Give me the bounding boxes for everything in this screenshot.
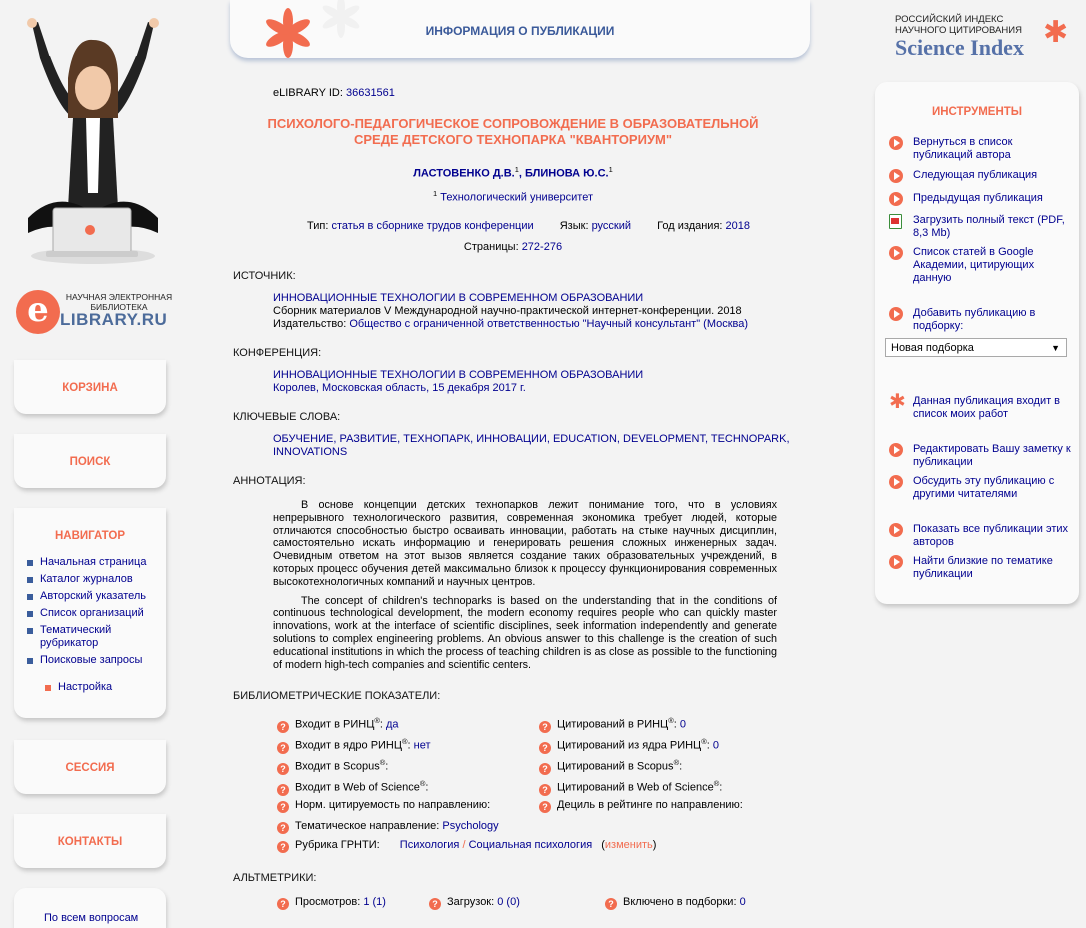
publication-pages: Страницы: 272-276 [463,241,563,253]
authors: ЛАСТОВЕНКО Д.В.$^1$, БЛИНОВА Ю.С.$^1$ [413,165,613,180]
help-panel [14,888,166,928]
nav-item-settings[interactable]: Настройка [58,681,166,694]
play-arrow-icon [889,523,903,537]
conference-label: КОНФЕРЕНЦИЯ: [233,347,322,359]
science-index-tagline: РОССИЙСКИЙ ИНДЕКС НАУЧНОГО ЦИТИРОВАНИЯ [895,14,1022,36]
tool-similar[interactable]: Найти близкие по тематике публикации [913,555,1073,581]
contacts-label: КОНТАКТЫ [57,836,123,848]
session-label: СЕССИЯ [65,762,115,774]
keywords-list[interactable]: ОБУЧЕНИЕ, РАЗВИТИЕ, ТЕХНОПАРК, ИННОВАЦИИ, EDUCATION, DEVELOPMENT, TECHNOPARK, INNOVATIONS [273,433,790,458]
publication-meta: Тип: статья в сборнике трудов конференции Язык: русский Год издания: 2018 [307,220,751,232]
annotation-ru: В основе концепции детских технопарков лежит понимание того, что в условиях непрерывного технологического развития, современная экономика требует людей, которые отличаются способностью быстро осваивать инновации, работать на стыке научных дисциплин, самостоятельно искать информацию и генерировать решения сложных инженерных задач. Очевидным ответом на этот вызов является создание таких образовательных учреждений, в которых процесс обучения детей максимально близок к процессу функционирования современных высокотехнологичных компаний и научных центров. [273,499,777,588]
metric-rinc-core: ? Входит в ядро РИНЦ®: нет [277,737,431,754]
help-icon[interactable]: ? [539,763,551,775]
metric-cit-wos: ? Цитирований в Web of Science®: [539,779,722,796]
navigator-list [14,556,166,667]
metric-rinc-in: ? Входит в РИНЦ®: да [277,716,399,733]
affiliation: $^1$ Технологический университет [432,189,593,204]
pdf-icon [889,214,902,229]
tool-next[interactable]: Следующая публикация [913,169,1073,182]
help-icon[interactable]: ? [539,721,551,733]
elibrary-brand: LIBRARY.RU [60,310,168,329]
nav-item-journals[interactable]: Каталог журналов [40,573,166,586]
tool-prev[interactable]: Предыдущая публикация [913,192,1073,205]
nav-item-home[interactable]: Начальная страница [40,556,166,569]
author-2[interactable]: БЛИНОВА Ю.С. [525,167,609,180]
play-arrow-icon [889,192,903,206]
annotation-text [273,499,777,677]
collection-select[interactable]: Новая подборка ▼ [885,338,1067,357]
help-icon[interactable]: ? [277,784,289,796]
metric-cit-scopus: ? Цитирований в Scopus®: [539,758,682,775]
source-label: ИСТОЧНИК: [233,270,296,282]
dropdown-arrow-icon: ▼ [1051,343,1060,353]
cart-button[interactable] [14,360,166,414]
elibrary-tagline: НАУЧНАЯ ЭЛЕКТРОННАЯ БИБЛИОТЕКА [65,292,173,312]
metric-views: ? Просмотров: 1 (1) [277,896,386,910]
tools-title: ИНСТРУМЕНТЫ [931,106,1023,118]
source-block: ИННОВАЦИОННЫЕ ТЕХНОЛОГИИ В СОВРЕМЕННОМ ОБРАЗОВАНИИ Сборник материалов V Международной научно-практической интернет-конференции. 2018 Издательство: Общество с ограниченной ответственностью "Научный консультант" (Москва) [273,292,749,330]
elibrary-e-mark: e [16,290,60,334]
metric-grnti: ? Рубрика ГРНТИ: Психология / Социальная психология (изменить) [277,839,656,853]
help-icon[interactable]: ? [277,898,289,910]
biblio-label: БИБЛИОМЕТРИЧЕСКИЕ ПОКАЗАТЕЛИ: [233,690,441,702]
tool-download-pdf[interactable]: Загрузить полный текст (PDF, 8,3 Mb) [913,214,1073,240]
search-button[interactable] [14,434,166,488]
navigator-title: НАВИГАТОР [54,530,126,542]
play-arrow-icon [889,169,903,183]
navigator-panel [14,508,166,718]
play-arrow-icon [889,136,903,150]
play-arrow-icon [889,443,903,457]
metric-cit-core: ? Цитирований из ядра РИНЦ®: 0 [539,737,719,754]
metric-topic: ? Тематическое направление: Psychology [277,820,499,834]
help-icon[interactable]: ? [539,784,551,796]
search-label: ПОИСК [69,456,111,468]
hero-illustration [18,18,168,266]
help-icon[interactable]: ? [277,841,289,853]
play-arrow-icon [889,475,903,489]
nav-item-rubricator[interactable]: Тематический рубрикатор [40,624,120,650]
keywords-label: КЛЮЧЕВЫЕ СЛОВА: [233,411,341,423]
source-title-link[interactable]: ИННОВАЦИОННЫЕ ТЕХНОЛОГИИ В СОВРЕМЕННОМ ОБРАЗОВАНИИ [273,292,644,304]
nav-item-queries[interactable]: Поисковые запросы [40,654,166,667]
help-icon[interactable]: ? [429,898,441,910]
author-1[interactable]: ЛАСТОВЕНКО Д.В. [413,167,515,180]
tool-add-to-collection[interactable]: Добавить публикацию в подборку: [913,307,1073,333]
help-icon[interactable]: ? [277,822,289,834]
tool-google-scholar[interactable]: Список статей в Google Академии, цитирующих данную [913,246,1073,285]
help-icon[interactable]: ? [277,801,289,813]
publisher-link[interactable]: Общество с ограниченной ответственностью "Научный консультант" (Москва) [349,318,749,330]
science-index-logo[interactable] [895,14,1075,64]
help-text[interactable]: По всем вопросам [44,912,139,924]
elibrary-logo[interactable] [16,290,176,334]
nav-item-organizations[interactable]: Список организаций [40,607,166,620]
metric-norm-citation: ? Норм. цитируемость по направлению: [277,799,490,813]
help-icon[interactable]: ? [277,721,289,733]
tool-back-to-list[interactable]: Вернуться в список публикаций автора [913,136,1073,162]
cart-label: КОРЗИНА [62,382,118,394]
asterisk-icon: ✱ [889,391,906,413]
tool-discuss[interactable]: Обсудить эту публикацию с другими читателями [913,475,1073,501]
grnti-link-1[interactable]: Психология [399,839,460,851]
help-icon[interactable]: ? [277,763,289,775]
grnti-change-link[interactable]: изменить [604,839,653,851]
nav-item-authors[interactable]: Авторский указатель [40,590,166,603]
metric-decile: ? Дециль в рейтинге по направлению: [539,799,743,813]
metric-downloads: ? Загрузок: 0 (0) [429,896,520,910]
metric-collections: ? Включено в подборки: 0 [605,896,746,910]
elibrary-id-value: 36631561 [345,87,395,99]
play-arrow-icon [889,555,903,569]
settings-list [14,681,166,694]
contacts-button[interactable] [14,814,166,868]
topic-link[interactable]: Psychology [442,820,499,832]
conference-title-link[interactable]: ИННОВАЦИОННЫЕ ТЕХНОЛОГИИ В СОВРЕМЕННОМ ОБРАЗОВАНИИ [273,369,644,381]
conference-place-date: Королев, Московская область, 15 декабря 2017 г. [273,382,526,394]
conference-block [273,369,643,395]
play-arrow-icon [889,246,903,260]
play-arrow-icon [889,307,903,321]
grnti-link-2[interactable]: Социальная психология [468,839,593,851]
help-icon[interactable]: ? [605,898,617,910]
page-header [230,0,810,58]
metric-scopus-in: ? Входит в Scopus®: [277,758,388,775]
help-icon[interactable]: ? [539,742,551,754]
session-button[interactable] [14,740,166,794]
help-icon[interactable]: ? [539,801,551,813]
science-index-brand: Science Index [895,35,1024,60]
elibrary-id: eLIBRARY ID: 36631561 [273,87,395,99]
source-materials: Сборник материалов V Международной научно-практической интернет-конференции. 2018 [273,305,742,317]
tool-edit-note[interactable]: Редактировать Вашу заметку к публикации [913,443,1073,469]
affiliation-link[interactable]: Технологический университет [440,191,593,204]
publication-title: ПСИХОЛОГО-ПЕДАГОГИЧЕСКОЕ СОПРОВОЖДЕНИЕ В ОБРАЗОВАТЕЛЬНОЙ СРЕДЕ ДЕТСКОГО ТЕХНОПАРКА "КВАНТОРИУМ" [267,116,759,147]
tools-panel [875,82,1079,604]
metric-cit-rinc: ? Цитирований в РИНЦ®: 0 [539,716,686,733]
altmetrics-label: АЛЬТМЕТРИКИ: [233,872,317,884]
metric-wos-in: ? Входит в Web of Science®: [277,779,428,796]
page-title: ИНФОРМАЦИЯ О ПУБЛИКАЦИИ [425,24,615,38]
tool-show-all[interactable]: Показать все публикации этих авторов [913,523,1073,549]
annotation-label: АННОТАЦИЯ: [233,475,306,487]
annotation-en: The concept of children's technoparks is based on the understanding that in the conditions of continuous technological development, the modern economy requires people who can quickly master innovations, work at the interface of scientific disciplines, seek information independently and generate solutions to complex engineering problems. An obvious answer to this challenge is the creation of such educational institutions in which the process of teaching children is as close as possible to the functioning of modern high-tech companies and scientific centers. [273,594,777,671]
tool-in-my-list[interactable]: ✱ Данная публикация входит в список моих работ [889,391,1061,420]
help-icon[interactable]: ? [277,742,289,754]
science-index-asterisk-icon: ✱ [1043,16,1069,49]
